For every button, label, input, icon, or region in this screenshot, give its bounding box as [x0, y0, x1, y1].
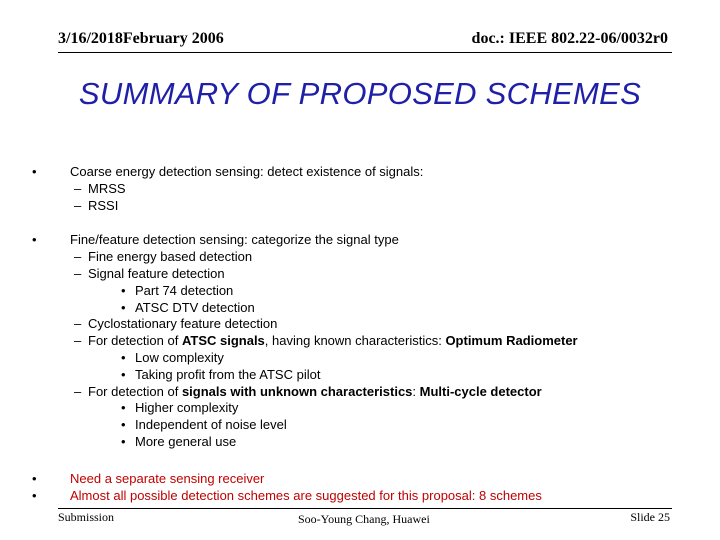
subsub-item	[32, 417, 672, 434]
sub-text: Cyclostationary feature detection	[88, 316, 278, 332]
bullet-marker: •	[32, 232, 37, 248]
slide-title: SUMMARY OF PROPOSED SCHEMES	[78, 76, 642, 111]
sub-item	[32, 249, 672, 266]
sub-item	[32, 198, 672, 215]
header-date: 3/16/2018February 2006	[58, 30, 224, 47]
subsub-text: ATSC DTV detection	[135, 299, 255, 315]
footer-slide-number: Slide 25	[630, 510, 670, 524]
sub-item	[32, 266, 672, 283]
sub-text-bold: Multi-cycle detector	[419, 383, 542, 399]
subsub-item	[32, 300, 672, 317]
sub-item	[32, 181, 672, 198]
sub-text-pre: For detection of	[88, 383, 182, 399]
bullet-item-red	[32, 488, 672, 505]
sub-text: Signal feature detection	[88, 265, 225, 281]
bullet-marker: •	[121, 299, 126, 315]
sub-text: Fine energy based detection	[88, 249, 253, 265]
subsub-item	[32, 400, 672, 417]
footer-submission: Submission	[58, 510, 115, 524]
header-rule	[58, 52, 672, 53]
bullet-marker: •	[121, 282, 126, 298]
subsub-text: Independent of noise level	[135, 417, 287, 433]
bullet-marker: •	[32, 487, 37, 503]
bullet-marker: •	[32, 164, 37, 179]
bullet-marker: •	[121, 400, 126, 416]
dash-marker: –	[74, 383, 82, 399]
footer-rule	[58, 508, 672, 509]
sub-text: RSSI	[88, 197, 119, 213]
dash-marker: –	[74, 249, 82, 265]
header-doc-id: doc.: IEEE 802.22-06/0032r0	[471, 30, 668, 47]
dash-marker: –	[74, 265, 82, 281]
footer-author: Soo-Young Chang, Huawei	[298, 512, 430, 526]
subsub-item	[32, 367, 672, 384]
sub-text-mid: , having known characteristics:	[264, 333, 446, 349]
sub-text: MRSS	[88, 180, 126, 196]
dash-marker: –	[74, 180, 82, 196]
bullet-marker: •	[121, 349, 126, 365]
dash-marker: –	[74, 197, 82, 213]
sub-text-bold: signals with unknown characteristics	[181, 383, 413, 399]
bullet-item	[32, 164, 672, 181]
bullet-text: Fine/feature detection sensing: categorize the signal type	[70, 232, 399, 248]
subsub-item	[32, 283, 672, 300]
dash-marker: –	[74, 333, 82, 349]
sub-text-bold: Optimum Radiometer	[445, 333, 578, 349]
subsub-text: Part 74 detection	[135, 282, 234, 298]
subsub-text: Low complexity	[135, 349, 224, 365]
sub-text-pre: For detection of	[88, 333, 182, 349]
bullet-marker: •	[121, 433, 126, 449]
sub-text-bold: ATSC signals	[181, 333, 265, 349]
bullet-text: Almost all possible detection schemes are suggested for this proposal: 8 schemes	[70, 487, 542, 503]
bullet-item	[32, 232, 672, 249]
bullet-marker: •	[121, 366, 126, 382]
bullet-text: Need a separate sensing receiver	[70, 470, 265, 486]
sub-item	[32, 384, 672, 401]
bullet-item-red	[32, 471, 672, 488]
sub-item	[32, 316, 672, 333]
dash-marker: –	[74, 316, 82, 332]
slide-body	[32, 164, 672, 504]
subsub-text: Taking profit from the ATSC pilot	[135, 366, 321, 382]
bullet-marker: •	[121, 417, 126, 433]
subsub-item	[32, 350, 672, 367]
bullet-text: Coarse energy detection sensing: detect existence of signals:	[70, 164, 424, 179]
subsub-item	[32, 434, 672, 451]
bullet-marker: •	[32, 470, 37, 486]
subsub-text: Higher complexity	[135, 400, 239, 416]
subsub-text: More general use	[135, 433, 237, 449]
sub-item	[32, 333, 672, 350]
sub-text-mid: :	[412, 383, 420, 399]
